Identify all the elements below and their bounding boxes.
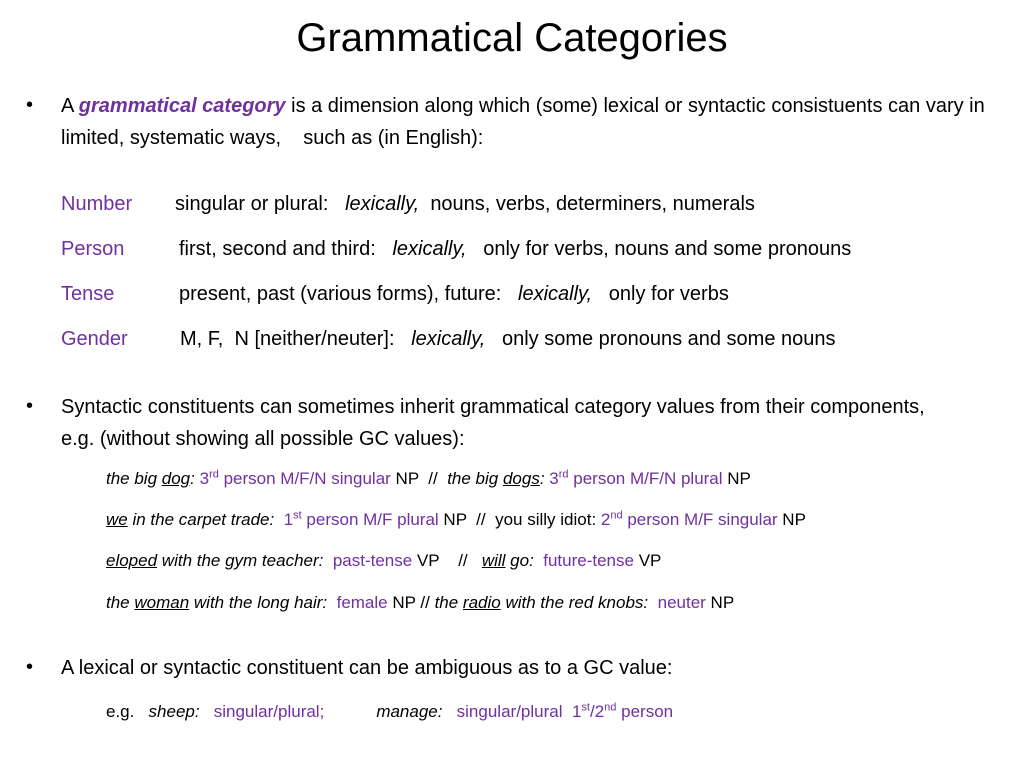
ex4-b-head: radio xyxy=(462,593,501,612)
ex3-b-head: will xyxy=(481,551,506,570)
bullet-3-text: A lexical or syntactic constituent can be ambiguous as to a GC value: xyxy=(61,657,673,679)
bullet-1-text xyxy=(61,90,1016,154)
eg-lead: e.g. xyxy=(106,702,135,721)
ex1-b-head: dogs xyxy=(502,469,540,488)
example-row-4 xyxy=(106,591,734,615)
term-grammatical-category: grammatical category xyxy=(78,95,286,117)
bullet-1-post: is a dimension along which (some) lexical or syntactic consistuents can vary in limited, systematic ways, such as (in English): xyxy=(61,95,991,149)
ex1-b-colon: : xyxy=(539,469,545,488)
category-lexically: lexically, xyxy=(411,328,486,350)
ex2-a-val: person M/F plural xyxy=(301,510,439,529)
category-name: Person xyxy=(61,238,125,260)
category-row-tense xyxy=(61,280,729,308)
ex1-a-sup: rd xyxy=(209,468,219,481)
ex3-a-np: VP // xyxy=(412,551,482,570)
category-row-gender xyxy=(61,325,836,353)
ex1-b-sup: rd xyxy=(558,468,569,481)
category-row-number xyxy=(61,190,755,218)
ex2-b-np: NP xyxy=(777,510,806,529)
slide-title: Grammatical Categories xyxy=(296,16,728,60)
ex1-b-np: NP xyxy=(722,469,751,488)
ex3-a-head: eloped xyxy=(106,551,158,570)
category-name: Gender xyxy=(61,328,128,350)
ex4-a-rest: with the long hair: xyxy=(189,593,328,612)
eg-sup-st: st xyxy=(581,701,590,714)
ex2-a-np: NP // you silly idiot: xyxy=(438,510,601,529)
category-name: Number xyxy=(61,193,133,215)
category-lexically: lexically, xyxy=(392,238,467,260)
ex1-a-np: NP // xyxy=(390,469,448,488)
category-desc: M, F, N [neither/neuter]: xyxy=(180,328,395,350)
eg-value-sheep: singular/plural; xyxy=(213,702,325,721)
ex1-b-num: 3 xyxy=(549,469,559,488)
bullet-marker: • xyxy=(26,94,34,116)
ex1-b-pre: the big xyxy=(447,469,503,488)
ex4-b-pre: the xyxy=(434,593,463,612)
category-name: Tense xyxy=(61,283,115,305)
ex3-b-rest: go: xyxy=(505,551,534,570)
category-desc: first, second and third: xyxy=(179,238,376,260)
eg-word-manage: manage: xyxy=(376,702,443,721)
ex3-b-val: future-tense xyxy=(543,551,634,570)
ex4-b-val: neuter xyxy=(657,593,706,612)
ex4-b-np: NP xyxy=(705,593,735,612)
bullet-2-text: Syntactic constituents can sometimes inherit grammatical category values from their components, e.g. (without showing all possible GC values): xyxy=(61,396,925,450)
ex2-a-rest: in the carpet trade: xyxy=(127,510,275,529)
category-rest: only for verbs, nouns and some pronouns xyxy=(483,238,852,260)
ex1-a-colon: : xyxy=(190,469,195,488)
category-lexically: lexically, xyxy=(345,193,420,215)
ex3-b-np: VP xyxy=(633,551,662,570)
example-row-2 xyxy=(106,508,806,532)
ex4-b-rest: with the red knobs: xyxy=(500,593,649,612)
eg-sup-nd: nd xyxy=(604,701,617,714)
eg-value-manage: singular/plural 1 xyxy=(456,702,582,721)
bullet-marker: • xyxy=(26,395,34,417)
ex3-a-rest: with the gym teacher: xyxy=(157,551,324,570)
category-rest: nouns, verbs, determiners, numerals xyxy=(430,193,755,215)
ex1-a-pre: the big xyxy=(106,469,162,488)
ex2-b-num: 2 xyxy=(600,510,611,529)
ambiguity-example xyxy=(106,700,673,724)
category-rest: only for verbs xyxy=(608,283,729,305)
ex1-a-head: dog xyxy=(161,469,191,488)
ex2-b-sup: nd xyxy=(610,509,623,522)
bullet-marker: • xyxy=(26,656,34,678)
eg-slash: /2 xyxy=(589,702,605,721)
ex2-a-head: we xyxy=(106,510,128,529)
ex1-a-val: person M/F/N singular xyxy=(218,469,391,488)
ex2-a-sup: st xyxy=(293,509,302,522)
category-desc: present, past (various forms), future: xyxy=(179,283,502,305)
category-row-person xyxy=(61,235,851,263)
ex2-a-num: 1 xyxy=(283,510,294,529)
example-row-1 xyxy=(106,467,751,491)
ex1-b-val: person M/F/N plural xyxy=(568,469,723,488)
category-desc: singular or plural: xyxy=(175,193,329,215)
ex3-a-val: past-tense xyxy=(332,551,413,570)
category-lexically: lexically, xyxy=(518,283,593,305)
category-rest: only some pronouns and some nouns xyxy=(501,328,836,350)
ex2-b-val: person M/F singular xyxy=(622,510,778,529)
example-row-3 xyxy=(106,549,661,573)
ex4-a-val: female xyxy=(336,593,388,612)
ex1-a-num: 3 xyxy=(199,469,210,488)
eg-word-sheep: sheep: xyxy=(148,702,200,721)
eg-value-end: person xyxy=(616,702,674,721)
ex4-a-head: woman xyxy=(134,593,190,612)
bullet-1-pre: A xyxy=(61,95,79,117)
ex4-a-np: NP // xyxy=(387,593,435,612)
ex4-a-pre: the xyxy=(106,593,135,612)
